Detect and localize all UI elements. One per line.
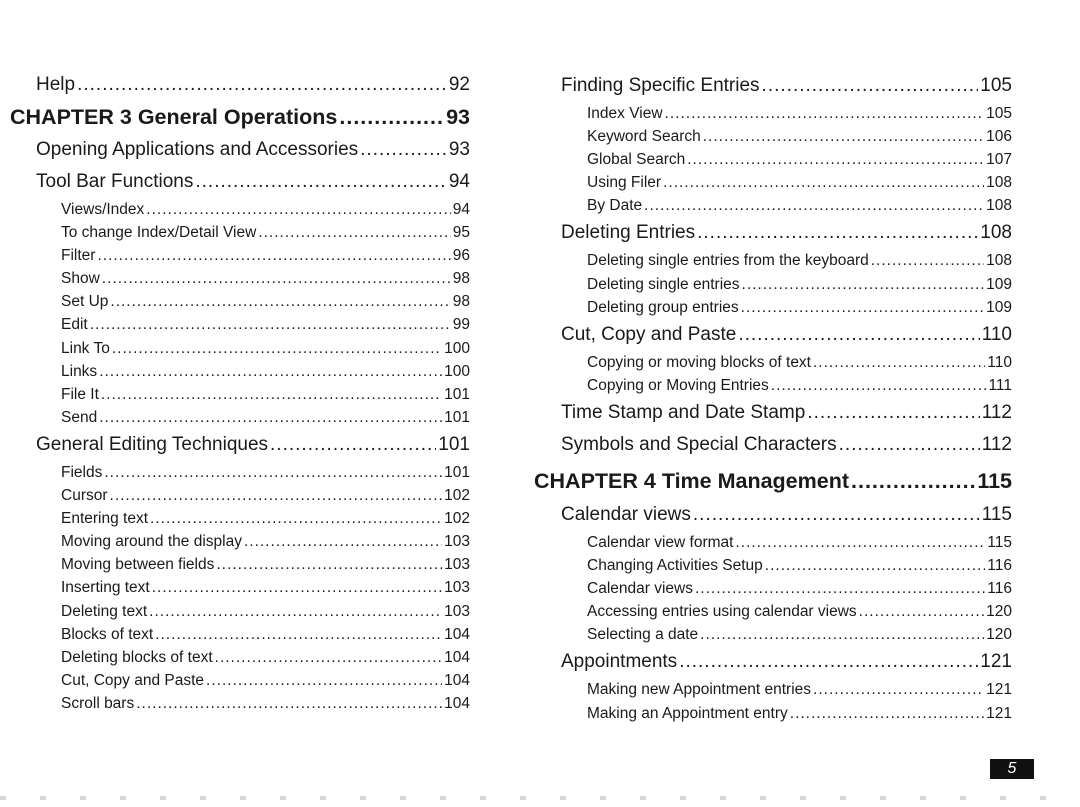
toc-entry	[10, 221, 470, 244]
toc-page-number: 104	[444, 648, 470, 666]
toc-page-number: 105	[980, 75, 1012, 96]
page-number-badge: 5	[990, 759, 1034, 779]
toc-dot-leader	[703, 125, 984, 148]
toc-page-number: 101	[444, 385, 470, 403]
toc-dot-leader	[136, 692, 442, 715]
toc-left-column	[10, 70, 470, 715]
toc-dot-leader	[216, 553, 442, 576]
toc-entry-title: Global Search	[587, 151, 686, 169]
toc-page-number: 98	[452, 293, 470, 311]
toc-page-number: 121	[980, 651, 1012, 673]
toc-entry	[10, 692, 470, 715]
toc-page-number: 112	[981, 401, 1012, 423]
toc-dot-leader	[663, 171, 984, 194]
toc-entry-title: CHAPTER 4 Time Management	[534, 468, 850, 493]
toc-page-number: 103	[444, 579, 470, 597]
toc-page-number: 96	[452, 247, 470, 265]
toc-page-number: 103	[444, 533, 470, 551]
toc-entry-title: By Date	[587, 197, 643, 215]
toc-page-number: 101	[438, 433, 470, 455]
toc-page-number: 98	[452, 270, 470, 288]
toc-dot-leader	[258, 221, 450, 244]
toc-dot-leader	[99, 360, 442, 383]
toc-entry-title: Fields	[61, 463, 103, 481]
scan-artifact-edge	[0, 796, 1080, 800]
toc-entry	[10, 70, 470, 100]
toc-entry-title: Opening Applications and Accessories	[36, 139, 359, 160]
toc-entry-title: Calendar views	[587, 580, 693, 598]
toc-entry-title: Moving between fields	[61, 556, 215, 574]
toc-page-number: 104	[444, 625, 470, 643]
toc-dot-leader	[813, 351, 985, 374]
toc-dot-leader	[742, 273, 985, 296]
toc-entry	[10, 313, 470, 336]
toc-entry	[534, 531, 1012, 554]
toc-entry	[10, 623, 470, 646]
toc-page-number: 101	[444, 463, 470, 481]
toc-dot-leader	[679, 646, 978, 678]
toc-dot-leader	[665, 102, 985, 125]
toc-dot-leader	[110, 484, 443, 507]
toc-dot-leader	[77, 70, 447, 100]
toc-entry	[534, 217, 1012, 249]
toc-dot-leader	[215, 646, 442, 669]
toc-dot-leader	[195, 166, 447, 198]
toc-page-number: 116	[987, 580, 1012, 598]
toc-page-number: 108	[980, 222, 1012, 244]
toc-dot-leader	[360, 134, 447, 166]
toc-page-number: 94	[448, 171, 470, 192]
toc-entry	[534, 125, 1012, 148]
toc-entry	[534, 102, 1012, 125]
toc-entry-title: Inserting text	[61, 579, 150, 597]
toc-entry-title: Deleting blocks of text	[61, 648, 213, 666]
toc-page-number: 120	[986, 626, 1012, 644]
toc-page-number: 110	[987, 353, 1012, 371]
toc-dot-leader	[700, 623, 984, 646]
toc-page-number: 121	[986, 681, 1012, 699]
toc-dot-leader	[97, 244, 450, 267]
toc-dot-leader	[735, 531, 985, 554]
toc-page-number: 104	[444, 694, 470, 712]
toc-entry	[10, 406, 470, 429]
toc-page-number: 108	[986, 197, 1012, 215]
toc-dot-leader	[644, 194, 984, 217]
toc-entry	[534, 577, 1012, 600]
toc-dot-leader	[771, 374, 987, 397]
toc-entry-title: Deleting single entries from the keyboard	[587, 252, 869, 270]
toc-page-number: 120	[986, 603, 1012, 621]
toc-entry	[534, 499, 1012, 531]
toc-entry-title: Using Filer	[587, 174, 662, 192]
toc-dot-leader	[741, 296, 984, 319]
toc-entry	[10, 134, 470, 166]
toc-entry-title: Changing Activities Setup	[587, 557, 763, 575]
toc-dot-leader	[790, 702, 984, 725]
toc-dot-leader	[871, 249, 984, 272]
toc-entry-title: Calendar views	[561, 503, 691, 525]
toc-page-number: 108	[986, 252, 1012, 270]
toc-entry-title: Cursor	[61, 487, 108, 505]
toc-page-number: 102	[444, 510, 470, 528]
toc-entry	[10, 553, 470, 576]
toc-page-number: 94	[452, 201, 470, 218]
toc-page-number: 103	[444, 602, 470, 620]
toc-page-number: 115	[981, 503, 1012, 525]
toc-dot-leader	[149, 600, 442, 623]
toc-entry-title: Accessing entries using calendar views	[587, 603, 857, 621]
toc-entry	[10, 383, 470, 406]
toc-entry-title: Deleting group entries	[587, 298, 739, 316]
toc-page-number: 112	[981, 433, 1012, 455]
toc-dot-leader	[150, 507, 442, 530]
toc-dot-leader	[687, 148, 984, 171]
toc-dot-leader	[112, 337, 442, 360]
toc-entry-title: Moving around the display	[61, 533, 242, 551]
toc-entry	[10, 244, 470, 267]
toc-entry	[10, 166, 470, 198]
toc-page-number: 116	[987, 557, 1012, 575]
toc-entry	[534, 351, 1012, 374]
toc-entry	[10, 429, 470, 461]
toc-page-number: 104	[444, 671, 470, 689]
toc-dot-leader	[104, 461, 442, 484]
toc-entry	[534, 600, 1012, 623]
toc-dot-leader	[697, 217, 978, 249]
toc-entry-title: Set Up	[61, 293, 109, 311]
toc-entry-title: Scroll bars	[61, 694, 135, 712]
toc-entry	[534, 319, 1012, 351]
toc-entry-title: Making new Appointment entries	[587, 681, 812, 699]
toc-page-number: 107	[986, 151, 1012, 169]
toc-entry	[534, 171, 1012, 194]
toc-entry	[10, 600, 470, 623]
toc-entry	[10, 337, 470, 360]
toc-entry-title: Copying or moving blocks of text	[587, 353, 811, 371]
toc-page-number: 108	[986, 174, 1012, 192]
toc-page-number: 115	[977, 468, 1012, 493]
toc-dot-leader	[244, 530, 442, 553]
toc-entry-title: File It	[61, 385, 99, 403]
toc-entry	[534, 194, 1012, 217]
toc-entry	[534, 148, 1012, 171]
toc-entry	[534, 429, 1012, 461]
toc-page-number: 93	[446, 105, 470, 129]
toc-entry-title: General Editing Techniques	[36, 433, 269, 455]
toc-entry-title: Appointments	[561, 651, 678, 673]
toc-entry-title: To change Index/Detail View	[61, 224, 257, 242]
toc-entry	[10, 530, 470, 553]
toc-entry	[10, 360, 470, 383]
toc-page-number: 121	[986, 704, 1012, 722]
toc-entry-title: CHAPTER 3 General Operations	[10, 105, 338, 129]
toc-entry	[10, 198, 470, 221]
toc-entry	[534, 554, 1012, 577]
toc-entry-title: Calendar view format	[587, 533, 734, 551]
toc-dot-leader	[851, 464, 975, 498]
toc-entry-title: Entering text	[61, 510, 149, 528]
toc-dot-leader	[839, 429, 980, 461]
toc-page-number: 100	[444, 339, 470, 357]
toc-entry-title: Deleting Entries	[561, 222, 696, 244]
toc-dot-leader	[99, 406, 442, 429]
toc-page-number: 102	[444, 487, 470, 505]
toc-page-number: 103	[444, 556, 470, 574]
toc-entry-title: Help	[36, 74, 76, 95]
toc-entry	[534, 397, 1012, 429]
toc-dot-leader	[270, 429, 436, 461]
toc-entry	[534, 678, 1012, 701]
toc-right-column	[534, 70, 1012, 725]
toc-dot-leader	[813, 678, 984, 701]
toc-page-number: 109	[986, 275, 1012, 293]
toc-entry-title: Edit	[61, 316, 88, 334]
toc-dot-leader	[90, 313, 451, 336]
toc-dot-leader	[807, 397, 979, 429]
toc-dot-leader	[693, 499, 980, 531]
toc-entry-title: Deleting text	[61, 602, 148, 620]
toc-dot-leader	[339, 100, 444, 134]
toc-page-number: 101	[444, 408, 470, 426]
toc-page-number: 115	[987, 533, 1012, 551]
toc-chapter-heading	[534, 464, 1012, 498]
toc-entry	[534, 249, 1012, 272]
toc-entry	[10, 669, 470, 692]
toc-entry-title: Keyword Search	[587, 128, 701, 146]
toc-dot-leader	[152, 576, 442, 599]
toc-entry-title: Blocks of text	[61, 625, 154, 643]
toc-entry-title: Time Stamp and Date Stamp	[561, 401, 806, 423]
toc-entry-title: Link To	[61, 339, 110, 357]
toc-entry-title: Filter	[61, 247, 96, 265]
toc-entry-title: Views/Index	[61, 201, 145, 218]
toc-entry-title: Symbols and Special Characters	[561, 433, 837, 455]
toc-entry-title: Finding Specific Entries	[561, 75, 760, 96]
toc-page-number: 99	[452, 316, 470, 334]
toc-dot-leader	[206, 669, 442, 692]
toc-dot-leader	[146, 198, 450, 221]
toc-entry	[10, 507, 470, 530]
toc-entry-title: Making an Appointment entry	[587, 704, 788, 722]
toc-entry-title: Tool Bar Functions	[36, 171, 194, 192]
toc-dot-leader	[155, 623, 442, 646]
toc-entry	[534, 646, 1012, 678]
toc-entry	[10, 484, 470, 507]
toc-entry	[534, 702, 1012, 725]
toc-entry-title: Selecting a date	[587, 626, 699, 644]
toc-page-number: 92	[448, 74, 470, 95]
toc-entry	[534, 623, 1012, 646]
toc-page-number: 110	[981, 323, 1012, 345]
toc-dot-leader	[859, 600, 984, 623]
toc-entry-title: Copying or Moving Entries	[587, 376, 769, 394]
toc-page-number: 106	[986, 128, 1012, 146]
toc-page-number: 95	[452, 224, 470, 242]
toc-entry	[10, 461, 470, 484]
toc-entry-title: Links	[61, 362, 98, 380]
toc-entry	[10, 267, 470, 290]
toc-dot-leader	[110, 290, 450, 313]
toc-entry-title: Show	[61, 270, 100, 288]
toc-dot-leader	[101, 383, 442, 406]
toc-dot-leader	[102, 267, 451, 290]
toc-entry	[534, 296, 1012, 319]
toc-page-number: 105	[986, 105, 1012, 122]
toc-entry	[10, 290, 470, 313]
toc-page-number: 93	[448, 139, 470, 160]
toc-dot-leader	[695, 577, 985, 600]
toc-dot-leader	[765, 554, 986, 577]
toc-entry-title: Send	[61, 408, 98, 426]
toc-entry	[10, 576, 470, 599]
toc-entry-title: Cut, Copy and Paste	[561, 323, 737, 345]
toc-page-number: 100	[444, 362, 470, 380]
toc-entry	[534, 70, 1012, 102]
toc-entry-title: Index View	[587, 105, 663, 122]
toc-dot-leader	[738, 319, 979, 351]
toc-page-number: 109	[986, 298, 1012, 316]
toc-entry	[534, 273, 1012, 296]
toc-entry-title: Deleting single entries	[587, 275, 740, 293]
toc-page-number: 111	[988, 376, 1012, 394]
toc-entry	[10, 646, 470, 669]
toc-dot-leader	[762, 70, 979, 102]
toc-entry	[534, 374, 1012, 397]
toc-chapter-heading	[10, 100, 470, 134]
toc-entry-title: Cut, Copy and Paste	[61, 671, 205, 689]
